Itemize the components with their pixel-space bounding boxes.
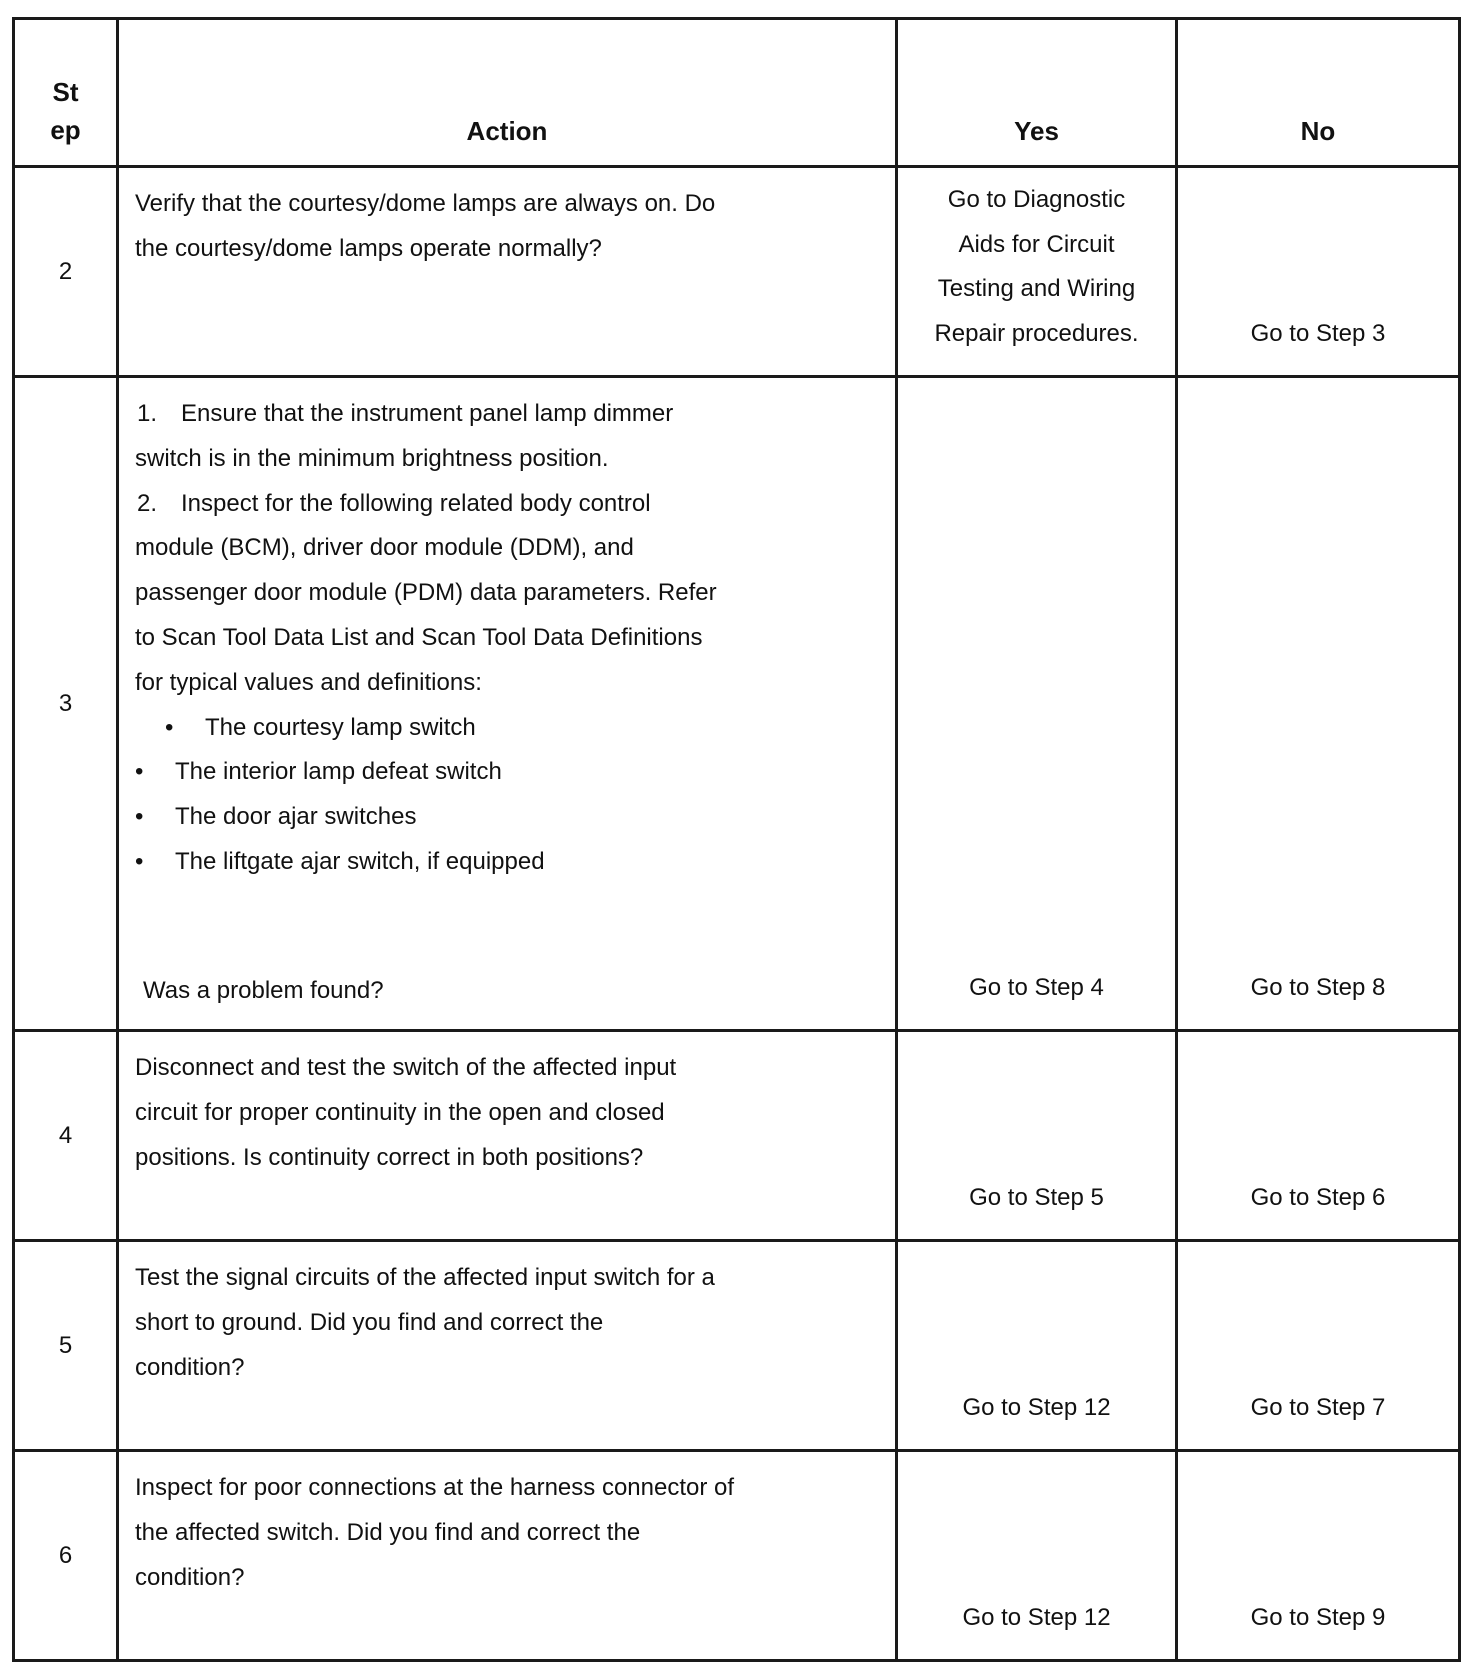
step-number: 3: [14, 377, 118, 1031]
action-text: Test the signal circuits of the affected input switch for a: [135, 1264, 715, 1291]
diagnostic-table: [12, 17, 1461, 1662]
no-text: Go to Step 9: [1250, 1604, 1386, 1632]
action-text: Inspect for poor connections at the harness connector of: [135, 1474, 735, 1501]
yes-text: Aids for Circuit: [958, 230, 1115, 258]
table-row: [14, 167, 1460, 377]
yes-text: Go to Step 4: [969, 974, 1104, 1002]
bullet-icon: •: [135, 758, 144, 786]
bullet-icon: •: [135, 803, 144, 831]
yes-cell: [897, 377, 1177, 1031]
action-cell: [118, 167, 897, 377]
yes-text: Go to Step 12: [962, 1394, 1111, 1422]
bullet-icon: •: [135, 847, 144, 875]
step-number: 5: [14, 1241, 118, 1451]
no-cell: [1177, 377, 1460, 1031]
table-row: [14, 377, 1460, 1031]
yes-cell: [897, 167, 1177, 377]
no-cell: [1177, 1451, 1460, 1661]
yes-text: Repair procedures.: [934, 320, 1139, 348]
no-text: Go to Step 7: [1250, 1394, 1386, 1422]
action-text: to Scan Tool Data List and Scan Tool Data Definitions: [135, 623, 703, 651]
action-text: the courtesy/dome lamps operate normally?: [135, 234, 602, 262]
no-text: Go to Step 3: [1250, 320, 1386, 348]
header-step: St ep: [14, 19, 118, 167]
numbered-item: 2. Inspect for the following related body control: [137, 489, 651, 517]
step-number: 6: [14, 1451, 118, 1661]
no-cell: [1177, 167, 1460, 377]
action-cell: [118, 1451, 897, 1661]
no-text: Go to Step 8: [1250, 974, 1386, 1002]
step-number: 4: [14, 1031, 118, 1241]
bullet-item: • The interior lamp defeat switch: [135, 750, 855, 795]
action-text: Disconnect and test the switch of the affected input: [135, 1054, 677, 1081]
yes-cell: [897, 1241, 1177, 1451]
yes-text: Testing and Wiring: [937, 275, 1136, 303]
table-row: [14, 1241, 1460, 1451]
table-header-row: [14, 19, 1460, 167]
yes-cell: [897, 1451, 1177, 1661]
no-text: Go to Step 6: [1250, 1184, 1386, 1212]
bullet-icon: •: [165, 713, 174, 741]
no-cell: [1177, 1031, 1460, 1241]
action-text: condition?: [135, 1563, 245, 1591]
yes-cell: [897, 1031, 1177, 1241]
yes-text: Go to Step 5: [969, 1184, 1104, 1212]
numbered-item: 1. Ensure that the instrument panel lamp dimmer: [137, 400, 674, 427]
action-text: positions. Is continuity correct in both positions?: [135, 1143, 644, 1171]
action-text: the affected switch. Did you find and correct the: [135, 1518, 641, 1546]
header-yes: Yes: [897, 19, 1177, 167]
yes-text: Go to Step 12: [962, 1604, 1111, 1632]
action-text: short to ground. Did you find and correct the: [135, 1308, 604, 1336]
header-no: No: [1177, 19, 1460, 167]
table-row: [14, 1451, 1460, 1661]
action-text: for typical values and definitions:: [135, 668, 482, 696]
action-text: circuit for proper continuity in the open and closed: [135, 1098, 665, 1126]
header-action: Action: [118, 19, 897, 167]
action-text: Verify that the courtesy/dome lamps are always on. Do: [135, 190, 716, 217]
step-number: 2: [14, 167, 118, 377]
yes-text: Go to Diagnostic: [947, 185, 1126, 213]
action-text: condition?: [135, 1353, 245, 1381]
action-cell: [118, 1031, 897, 1241]
bullet-item: • The courtesy lamp switch: [135, 706, 855, 751]
bullet-item: • The door ajar switches: [135, 795, 855, 840]
action-cell: [118, 1241, 897, 1451]
action-text: passenger door module (PDM) data parameters. Refer: [135, 579, 717, 607]
table-row: [14, 1031, 1460, 1241]
action-text: switch is in the minimum brightness position.: [135, 444, 609, 472]
action-text: module (BCM), driver door module (DDM), and: [135, 534, 634, 562]
bullet-item: • The liftgate ajar switch, if equipped: [135, 840, 855, 885]
action-cell: [118, 377, 897, 1031]
no-cell: [1177, 1241, 1460, 1451]
question-text: Was a problem found?: [143, 976, 384, 1004]
